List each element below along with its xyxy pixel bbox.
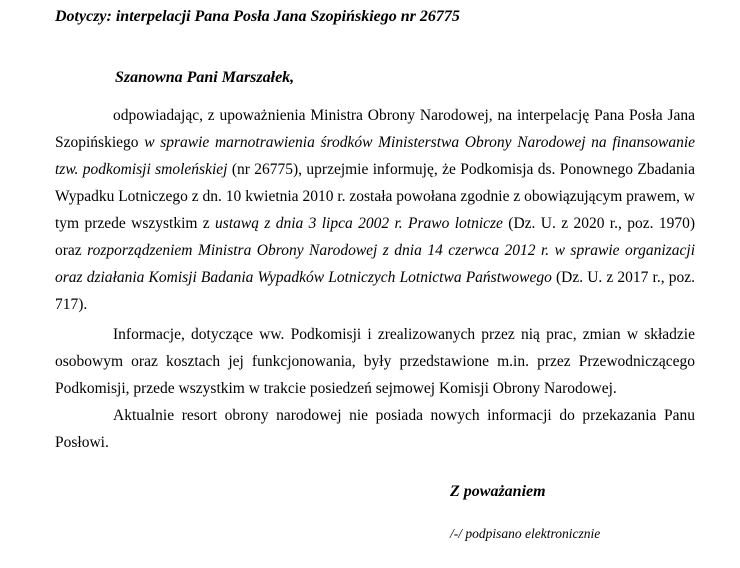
salutation: Szanowna Pani Marszałek, bbox=[115, 69, 295, 86]
paragraph-3: Aktualnie resort obrony narodowej nie posiada nowych informacji do przekazania Panu Posłowi. bbox=[55, 407, 695, 451]
electronic-signature-note: /-/ podpisano elektronicznie bbox=[450, 526, 601, 541]
letter-body bbox=[55, 102, 695, 456]
closing-phrase: Z poważaniem bbox=[450, 483, 546, 500]
subject-line: Dotyczy: interpelacji Pana Posła Jana Szopińskiego nr 26775 bbox=[55, 8, 460, 25]
paragraph-1: odpowiadając, z upoważnienia Ministra Obrony Narodowej, na interpelację Pana Posła Jana Szopińskiego w sprawie marnotrawienia środków Ministerstwa Obrony Narodowej na finansowanie tzw. podkomisji smoleńskiej (nr 26775), uprzejmie informuję, że Podkomisja ds. Ponownego Zbadania Wypadku Lotniczego z dn. 10 kwietnia 2010 r. została powołana zgodnie z obowiązującym prawem, w tym przede wszystkim z ustawą z dnia 3 lipca 2002 r. Prawo lotnicze (Dz. U. z 2020 r., poz. 1970) oraz rozporządzeniem Ministra Obrony Narodowej z dnia 14 czerwca 2012 r. w sprawie organizacji oraz działania Komisji Badania Wypadków Lotniczych Lotnictwa Państwowego (Dz. U. z 2017 r., poz. 717). bbox=[55, 107, 696, 313]
paragraph-2: Informacje, dotyczące ww. Podkomisji i zrealizowanych przez nią prac, zmian w składzie osobowym oraz kosztach jej funkcjonowania, były przedstawione m.in. przez Przewodniczącego Podkomisji, przede wszystkim w trakcie posiedzeń sejmowej Komisji Obrony Narodowej. bbox=[55, 326, 695, 397]
